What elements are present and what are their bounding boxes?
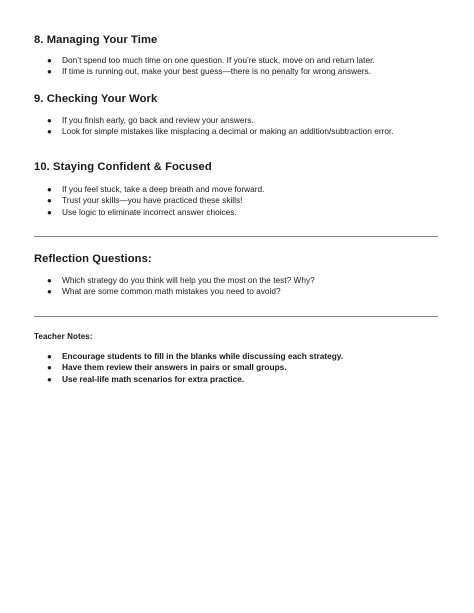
section-heading-managing-time: 8. Managing Your Time bbox=[34, 34, 158, 46]
list-item: ● If you feel stuck, take a deep breath and move forward. bbox=[47, 184, 265, 194]
bullet-icon: ● bbox=[47, 127, 52, 137]
bullet-icon: ● bbox=[47, 67, 52, 77]
bullet-icon: ● bbox=[47, 196, 52, 206]
list-item: ● Which strategy do you think will help you the most on the test? Why? bbox=[47, 275, 315, 285]
list-item: ● Use real-life math scenarios for extra practice. bbox=[47, 373, 245, 384]
checking-work-list bbox=[0, 115, 424, 138]
bullet-icon: ● bbox=[47, 276, 52, 285]
bullet-icon: ● bbox=[47, 56, 52, 65]
bullet-icon: ● bbox=[47, 185, 52, 194]
list-item: ● Use logic to eliminate incorrect answer choices. bbox=[47, 206, 237, 217]
reflection-heading: Reflection Questions: bbox=[34, 253, 152, 265]
list-item: ● Encourage students to fill in the blanks while discussing each strategy. bbox=[47, 351, 344, 361]
list-item: ● Look for simple mistakes like misplacing a decimal or making an addition/subtraction error. bbox=[47, 126, 394, 137]
bullet-icon: ● bbox=[47, 352, 52, 361]
staying-confident-list bbox=[0, 184, 294, 218]
bullet-icon: ● bbox=[47, 363, 52, 373]
bullet-icon: ● bbox=[47, 287, 52, 297]
divider bbox=[34, 236, 438, 237]
section-heading-checking-work: 9. Checking Your Work bbox=[34, 93, 158, 105]
list-item: ● What are some common math mistakes you need to avoid? bbox=[47, 286, 281, 297]
list-item: ● Don’t spend too much time on one question. If you’re stuck, move on and return later. bbox=[47, 55, 375, 65]
bullet-icon: ● bbox=[47, 374, 52, 384]
list-item: ● If you finish early, go back and review your answers. bbox=[47, 115, 254, 125]
list-item: ● Trust your skills—you have practiced these skills! bbox=[47, 195, 243, 206]
teacher-notes-heading: Teacher Notes: bbox=[34, 332, 93, 341]
divider bbox=[34, 316, 438, 317]
bullet-icon: ● bbox=[47, 116, 52, 125]
list-item: ● If time is running out, make your best guess—there is no penalty for wrong answers. bbox=[47, 66, 371, 77]
bullet-icon: ● bbox=[47, 207, 52, 217]
managing-time-list bbox=[0, 55, 405, 78]
list-item: ● Have them review their answers in pairs or small groups. bbox=[47, 362, 287, 373]
teacher-notes-list bbox=[0, 351, 373, 385]
reflection-list bbox=[0, 275, 345, 298]
section-heading-staying-confident: 10. Staying Confident & Focused bbox=[34, 161, 212, 173]
